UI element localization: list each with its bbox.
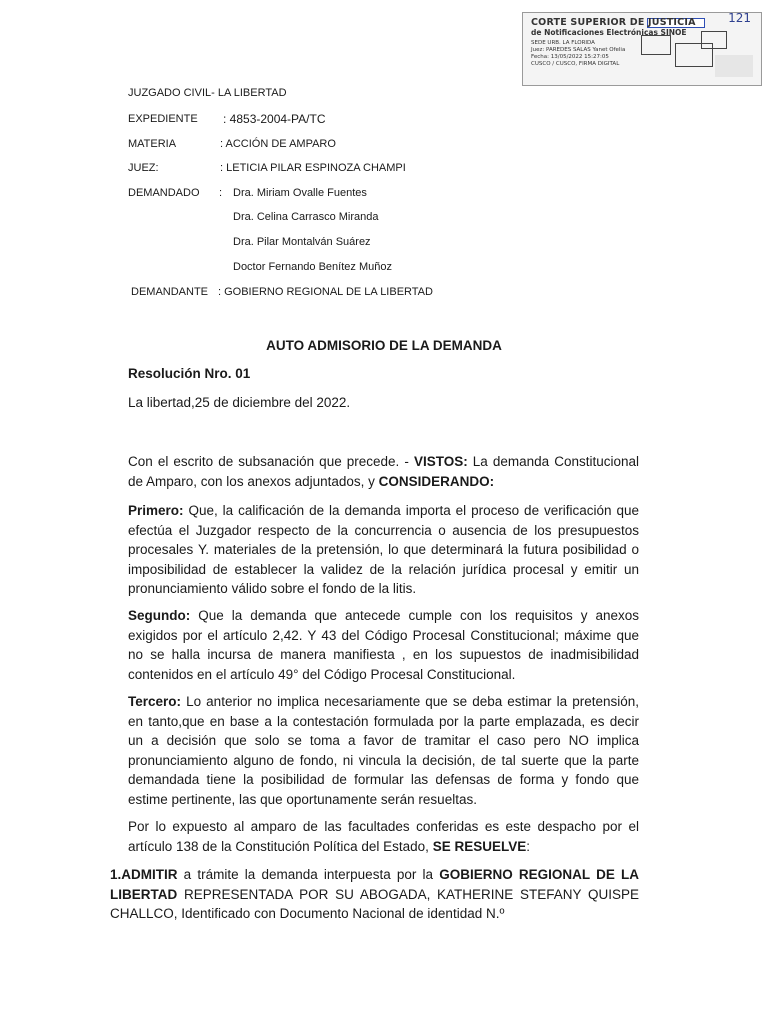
demandado-label: DEMANDADO: [128, 187, 200, 199]
demandante-label: DEMANDANTE: [131, 286, 209, 298]
demandado-name: Dra. Celina Carrasco Miranda: [233, 211, 379, 223]
paragraph-segundo: [128, 606, 639, 684]
text: Con el escrito de subsanación que precede. -: [128, 454, 414, 469]
stamp-line: SEDE URB. LA FLORIDA: [531, 40, 595, 46]
expediente-value: : 4853-2004-PA/TC: [223, 112, 326, 126]
text: a trámite la demanda interpuesta por la: [177, 867, 440, 882]
paragraph-label: Primero:: [128, 503, 184, 518]
text: Que la demanda que antecede cumple con los requisitos y anexos exigidos por el artículo 2,42. Y 43 del Código Procesal Constitucional; máxime que no se halla incursa de manera manifiesta , en los supuestos de inadmisibilidad contenidos en el artículo 49° del Código Procesal Constitucional.: [128, 608, 639, 682]
demandado-name: Dra. Pilar Montalván Suárez: [233, 236, 371, 248]
text: La demanda Constitucional de Amparo, con los anexos adjuntados, y: [128, 454, 640, 489]
demandado-colon: :: [219, 187, 223, 199]
juez-label: JUEZ:: [128, 162, 159, 174]
document-title: AUTO ADMISORIO DE LA DEMANDA: [266, 338, 502, 353]
text: :: [526, 838, 530, 854]
stamp-frame: [641, 35, 671, 55]
page-number: 121: [728, 12, 751, 25]
text: Que, la calificación de la demanda importa el proceso de verificación que efectúa el Juzgador respecto de la concurrencia o ausencia de los presupuestos procesales Y. materiales de la pretensión, lo que determinará la futura posibilidad o imposibilidad de establecer la validez de la relación jurídica procesal y emitir un pronunciamiento válido sobre el fondo de la litis.: [128, 503, 639, 596]
bold-text: 1.ADMITIR: [110, 867, 178, 882]
stamp-line: CORTE SUPERIOR DE JUSTICIA: [531, 17, 696, 28]
bold-text: GOBIERNO REGIONAL DE LA LIBERTAD: [110, 867, 640, 902]
stamp-line: Fecha: 13/05/2022 15:27:05: [531, 54, 609, 60]
paragraph-tercero: [128, 692, 639, 809]
paragraph-se-resuelve: [128, 817, 639, 856]
paragraph-primero: [128, 501, 639, 599]
paragraph-label: Tercero:: [128, 694, 182, 709]
bold-text: VISTOS:: [413, 454, 468, 469]
demandado-name: Dra. Miriam Ovalle Fuentes: [233, 187, 367, 199]
materia-value: : ACCIÓN DE AMPARO: [220, 138, 336, 150]
text: Por lo expuesto al amparo de las facultades conferidas es este despacho por el artículo 138 de la Constitución Política del Estado,: [128, 819, 639, 854]
juez-value: : LETICIA PILAR ESPINOZA CHAMPI: [220, 162, 406, 174]
stamp-line: Juez: PAREDES SALAS Yanet Ofelia: [531, 47, 626, 53]
paragraph-admitir: [110, 865, 639, 924]
bold-text: CONSIDERANDO:: [378, 473, 495, 489]
resolution-number: Resolución Nro. 01: [128, 366, 251, 381]
stamp-frame: [701, 31, 727, 49]
bold-text: SE RESUELVE: [432, 838, 527, 854]
stamp-line: de Notificaciones Electrónicas SINOE: [531, 28, 687, 37]
text: REPRESENTADA POR SU ABOGADA, KATHERINE STEFANY QUISPE CHALLCO, Identificado con Documento Nacional de identidad N.º: [110, 886, 639, 921]
materia-label: MATERIA: [128, 138, 177, 150]
demandado-name: Doctor Fernando Benítez Muñoz: [233, 261, 392, 273]
paragraph-label: Segundo:: [128, 608, 191, 623]
stamp-smudge: [715, 55, 753, 77]
court-name: JUZGADO CIVIL- LA LIBERTAD: [128, 87, 287, 99]
demandante-value: : GOBIERNO REGIONAL DE LA LIBERTAD: [218, 286, 433, 298]
expediente-label: EXPEDIENTE: [128, 113, 198, 125]
paragraph-vistos: [128, 452, 639, 491]
stamp-line: CUSCO / CUSCO, FIRMA DIGITAL: [531, 61, 620, 67]
digital-signature-stamp: [522, 12, 762, 86]
text: Lo anterior no implica necesariamente que se deba estimar la pretensión, en tanto,que en base a la contestación formulada por la parte emplazada, es decir un a decisión que solo se toma a favor de tramitar el caso pero NO implica pronunciamiento alguno de fondo, ni vincula la decisión, de tal suerte que la parte demandada tiene la posibilidad de formular las defensas de forma y fondo que estime pertinente, las que oportunamente serán resueltas.: [128, 694, 639, 807]
resolution-date: La libertad,25 de diciembre del 2022.: [128, 395, 351, 410]
